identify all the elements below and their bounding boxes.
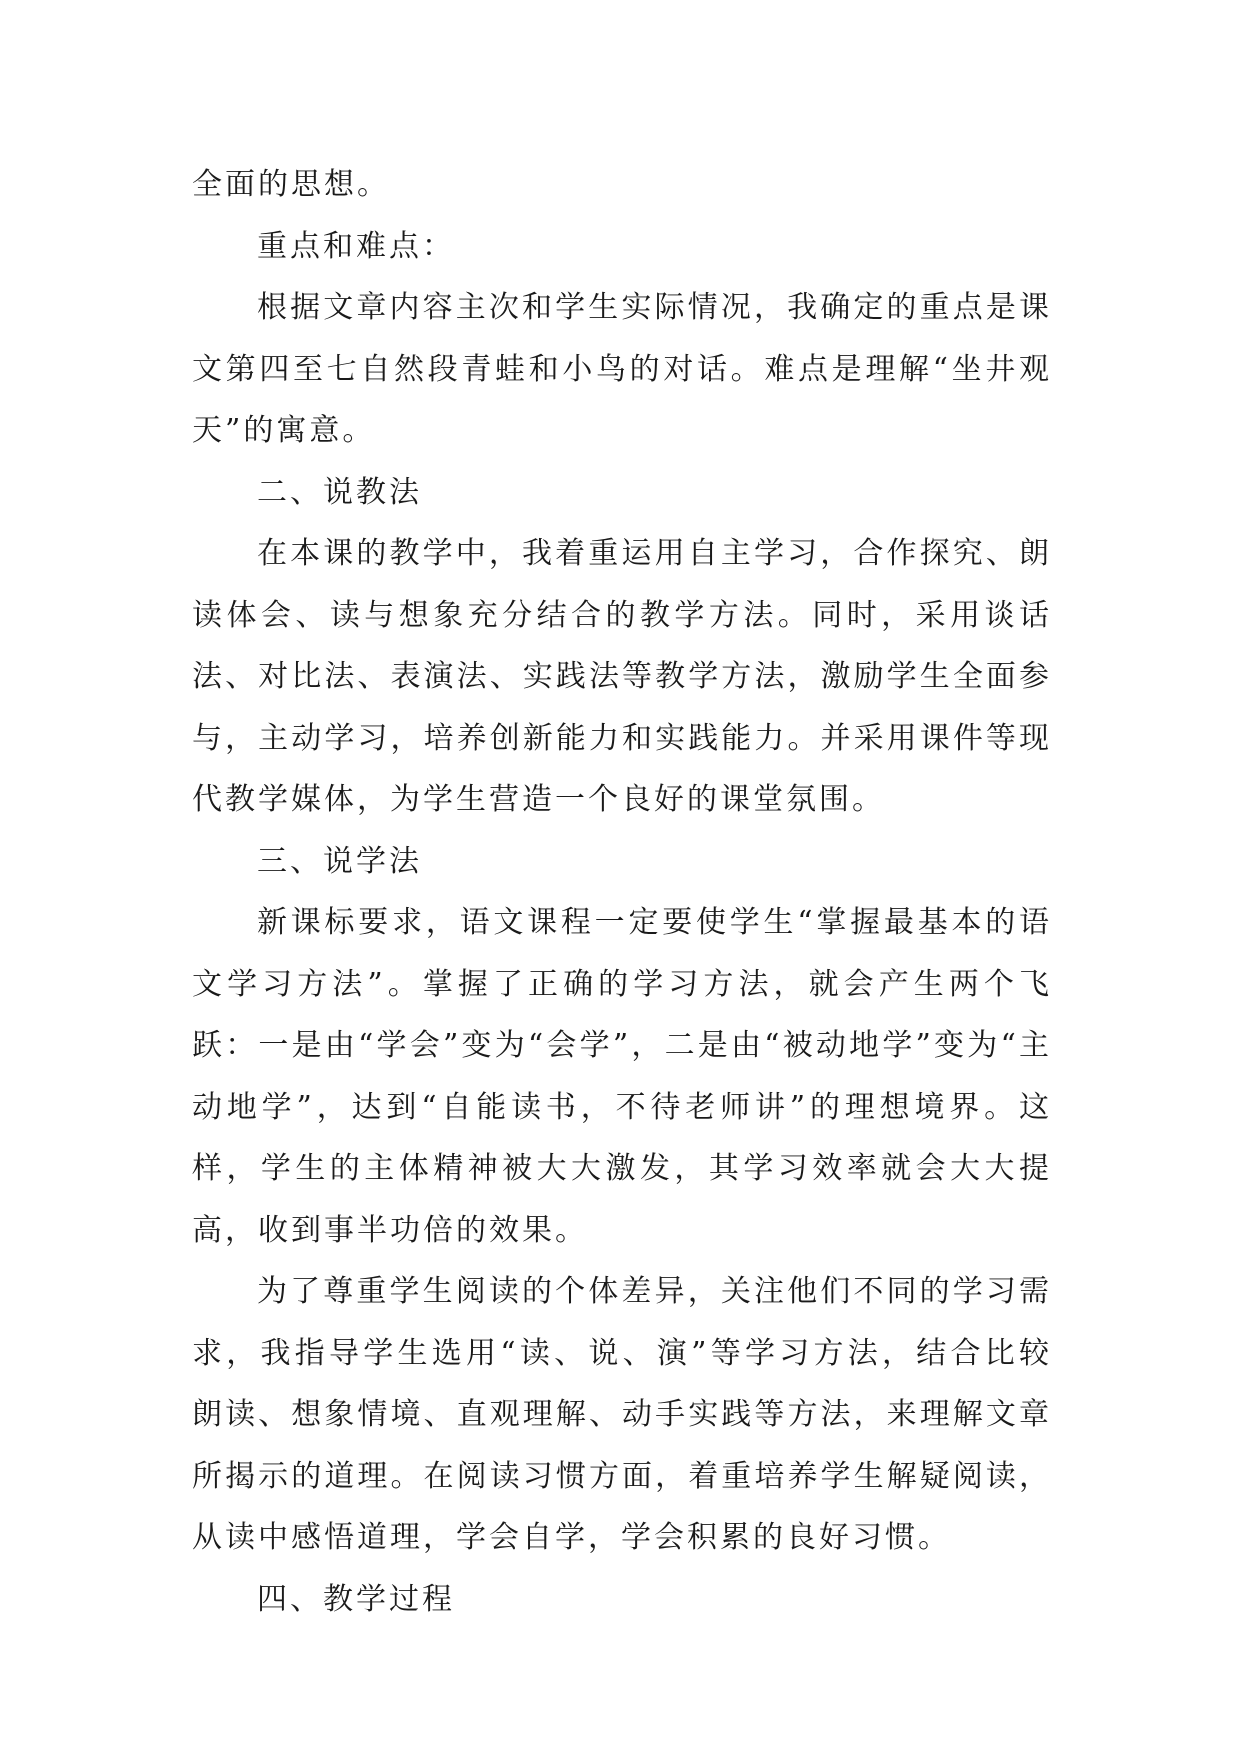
document-body xyxy=(192,154,1052,1630)
paragraph-key-points: 根据文章内容主次和学生实际情况，我确定的重点是课文第四至七自然段青蛙和小鸟的对话。难点是理解“坐井观天”的寓意。 xyxy=(192,290,1052,448)
paragraph-continuation: 全面的思想。 xyxy=(192,167,390,202)
paragraph-teaching-method: 在本课的教学中，我着重运用自主学习，合作探究、朗读体会、读与想象充分结合的教学方法。同时，采用谈话法、对比法、表演法、实践法等教学方法，激励学生全面参与，主动学习，培养创新能力和实践能力。并采用课件等现代教学媒体，为学生营造一个良好的课堂氛围。 xyxy=(192,536,1052,817)
heading-key-points: 重点和难点： xyxy=(257,228,455,264)
heading-teaching-process: 四、教学过程 xyxy=(257,1581,455,1617)
paragraph-reading-differences: 为了尊重学生阅读的个体差异，关注他们不同的学习需求，我指导学生选用“读、说、演”等学习方法，结合比较朗读、想象情境、直观理解、动手实践等方法，来理解文章所揭示的道理。在阅读习惯方面，着重培养学生解疑阅读，从读中感悟道理，学会自学，学会积累的良好习惯。 xyxy=(192,1274,1052,1555)
heading-teaching-method: 二、说教法 xyxy=(257,474,422,510)
heading-learning-method: 三、说学法 xyxy=(257,843,422,879)
paragraph-learning-method: 新课标要求，语文课程一定要使学生“掌握最基本的语文学习方法”。掌握了正确的学习方法，就会产生两个飞跃：一是由“学会”变为“会学”，二是由“被动地学”变为“主动地学”，达到“自能读书，不待老师讲”的理想境界。这样，学生的主体精神被大大激发，其学习效率就会大大提高，收到事半功倍的效果。 xyxy=(192,905,1052,1248)
